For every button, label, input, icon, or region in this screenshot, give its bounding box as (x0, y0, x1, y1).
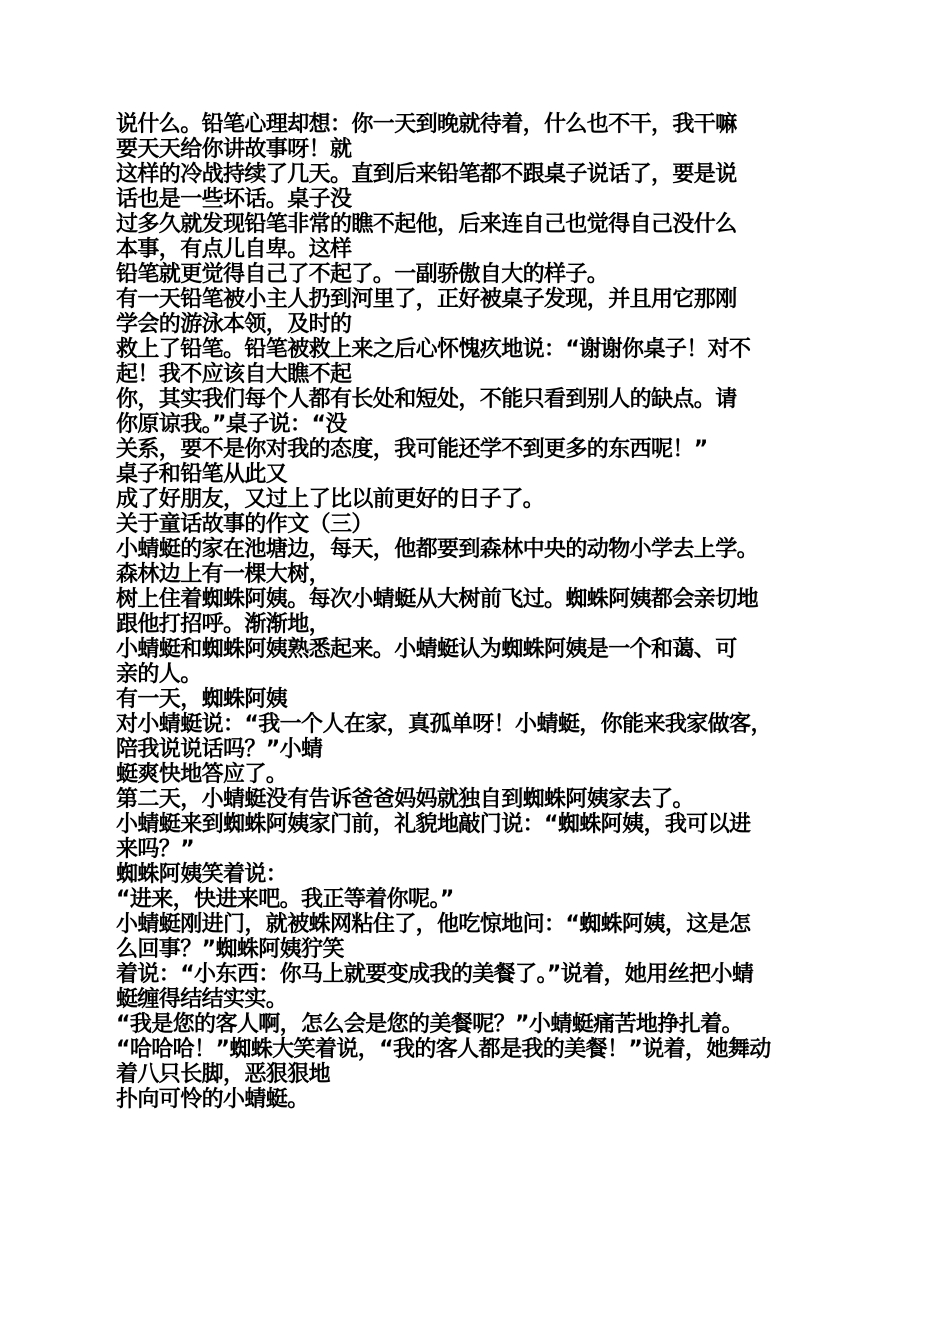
text-line: 树上住着蜘蛛阿姨。每次小蜻蜓从大树前飞过。蜘蛛阿姨都会亲切地 (116, 587, 759, 612)
text-line: 你，其实我们每个人都有长处和短处，不能只看到别人的缺点。请 (116, 387, 737, 412)
text-line: 小蜻蜓的家在池塘边，每天，他都要到森林中央的动物小学去上学。 (116, 537, 759, 562)
text-line: 这样的冷战持续了几天。直到后来铅笔都不跟桌子说话了，要是说 (116, 162, 737, 187)
text-line: 救上了铅笔。铅笔被救上来之后心怀愧疚地说：“谢谢你桌子！对不 (116, 337, 751, 362)
text-line: 小蜻蜓来到蜘蛛阿姨家门前，礼貌地敲门说：“蜘蛛阿姨，我可以进 (116, 812, 751, 837)
text-line: 你原谅我。”桌子说：“没 (116, 412, 347, 437)
text-line: 对小蜻蜓说：“我一个人在家，真孤单呀！小蜻蜓，你能来我家做客， (116, 712, 772, 737)
text-line: 蜓缠得结结实实。 (116, 987, 288, 1012)
text-line: “进来，快进来吧。我正等着你呢。” (116, 887, 454, 912)
text-line: 桌子和铅笔从此又 (116, 462, 288, 487)
text-line: 小蜻蜓和蜘蛛阿姨熟悉起来。小蜻蜓认为蜘蛛阿姨是一个和蔼、可 (116, 637, 737, 662)
text-line: 么回事？”蜘蛛阿姨狞笑 (116, 937, 344, 962)
text-line: 话也是一些坏话。桌子没 (116, 187, 352, 212)
text-line: 起！我不应该自大瞧不起 (116, 362, 352, 387)
text-line: 着八只长脚，恶狠狠地 (116, 1062, 331, 1087)
text-line: 蜘蛛阿姨笑着说： (116, 862, 288, 887)
text-line: 成了好朋友，又过上了比以前更好的日子了。 (116, 487, 545, 512)
section-heading: 关于童话故事的作文（三） (116, 512, 373, 537)
text-line: 说什么。铅笔心理却想：你一天到晚就待着，什么也不干，我干嘛 (116, 112, 737, 137)
text-line: 陪我说说话吗？”小蜻 (116, 737, 323, 762)
text-line: 小蜻蜓刚进门，就被蛛网粘住了，他吃惊地问：“蜘蛛阿姨，这是怎 (116, 912, 751, 937)
text-line: 铅笔就更觉得自己了不起了。一副骄傲自大的样子。 (116, 262, 609, 287)
text-line: 森林边上有一棵大树， (116, 562, 331, 587)
text-line: 要天天给你讲故事呀！就 (116, 137, 352, 162)
text-line: 蜓爽快地答应了。 (116, 762, 288, 787)
text-line: 关系，要不是你对我的态度，我可能还学不到更多的东西呢！” (116, 437, 708, 462)
text-line: 学会的游泳本领，及时的 (116, 312, 352, 337)
text-line: 亲的人。 (116, 662, 202, 687)
text-line: 来吗？” (116, 837, 195, 862)
text-line: 扑向可怜的小蜻蜓。 (116, 1087, 309, 1112)
text-line: 第二天，小蜻蜓没有告诉爸爸妈妈就独自到蜘蛛阿姨家去了。 (116, 787, 694, 812)
text-line: 有一天，蜘蛛阿姨 (116, 687, 288, 712)
document-page (116, 112, 841, 1112)
text-line: 有一天铅笔被小主人扔到河里了，正好被桌子发现，并且用它那刚 (116, 287, 737, 312)
text-line: 过多久就发现铅笔非常的瞧不起他，后来连自己也觉得自己没什么 (116, 212, 737, 237)
text-line: 着说：“小东西：你马上就要变成我的美餐了。”说着，她用丝把小蜻 (116, 962, 754, 987)
text-line: 本事，有点儿自卑。这样 (116, 237, 352, 262)
text-line: 跟他打招呼。渐渐地， (116, 612, 331, 637)
text-line: “我是您的客人啊，怎么会是您的美餐呢？”小蜻蜓痛苦地挣扎着。 (116, 1012, 743, 1037)
text-line: “哈哈哈！”蜘蛛大笑着说，“我的客人都是我的美餐！”说着，她舞动 (116, 1037, 771, 1062)
